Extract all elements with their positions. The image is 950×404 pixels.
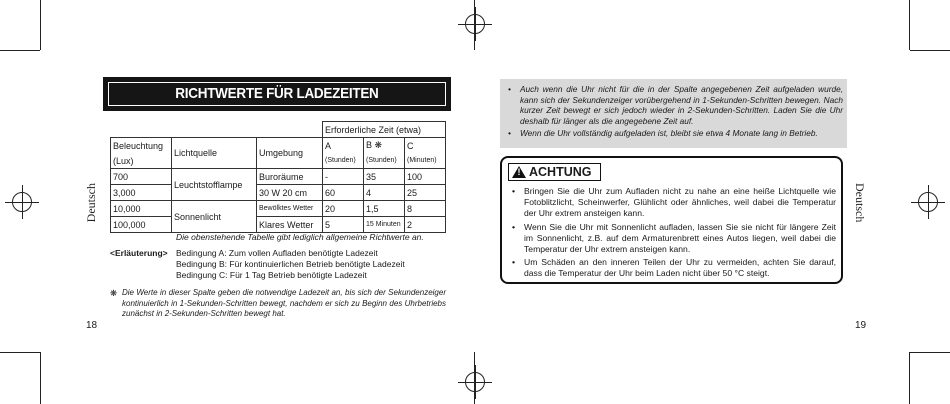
col-a-unit: (Stunden) <box>323 153 364 169</box>
col-brightness: Beleuchtung <box>111 138 172 154</box>
cell-a: 20 <box>323 201 364 217</box>
registration-mark-left <box>12 192 32 212</box>
registration-mark-right <box>918 192 938 212</box>
cell-c: 25 <box>405 185 446 201</box>
table-row <box>111 185 446 201</box>
table-caption: Die obenstehende Tabelle gibt lediglich allgemeine Richtwerte an. <box>176 232 424 242</box>
cell-source: Sonnenlicht <box>172 201 257 233</box>
warning-title <box>508 163 601 181</box>
cell-env: Buroräume <box>257 169 323 185</box>
warning-list <box>506 186 836 280</box>
page-number-right: 19 <box>855 320 867 331</box>
legend-item: Bedingung C: Für 1 Tag Betrieb benötigte Ladezeit <box>176 270 367 280</box>
cell-b: 1,5 <box>364 201 405 217</box>
cell-b: 4 <box>364 185 405 201</box>
cell-b: 15 Minuten <box>364 217 405 233</box>
warning-item: • Wenn Sie die Uhr mit Sonnenlicht aufladen, lassen Sie sie nicht für längere Zeit im Sonnenlicht, z.B. auf dem Armaturenbrett eines Autos liegen, weil dabei die Temperatur der Uhr extrem ansteigen kann. <box>506 222 836 256</box>
col-a: A <box>323 138 364 154</box>
info-bullet: • Auch wenn die Uhr nicht für die in der Spalte angegebenen Zeit aufgeladen wurde, kann sich der Sekundenzeiger vorübergehend in 1-Sekunden-Schritten bewegen. Nach kurzer Zeit bewegt er sich jedoch wieder in 2-Sekunden-Schritten. Laden Sie die Uhr deshalb für länger als die angegebene Zeit auf. <box>502 84 843 126</box>
footnote: Die Werte in dieser Spalte geben die notwendige Ladezeit an, bis sich der Sekundenzeiger kontinuierlich in 1-Sekunden-Schritten bewegt, nachdem er sich zu Beginn des Uhrbetriebs zunächst in 2-Sekunden-Schritten bewegt hat. <box>122 288 446 318</box>
legend-item: Bedingung A: Zum vollen Aufladen benötigte Ladezeit <box>176 248 378 258</box>
page-number-left: 18 <box>86 320 98 331</box>
registration-mark-bottom <box>465 372 485 392</box>
col-c-unit: (Minuten) <box>405 153 446 169</box>
info-bullet: • Wenn die Uhr vollständig aufgeladen ist, bleibt sie etwa 4 Monate lang in Betrieb. <box>502 128 843 139</box>
legend-item: Bedingung B: Für kontinuierlichen Betrieb benötigte Ladezeit <box>176 259 405 269</box>
col-environment: Umgebung <box>257 138 323 169</box>
cell-a: 60 <box>323 185 364 201</box>
cell-c: 2 <box>405 217 446 233</box>
table-row <box>111 217 446 233</box>
col-brightness-unit: (Lux) <box>111 153 172 169</box>
legend-label: <Erläuterung> <box>110 248 168 258</box>
page-title: RICHTWERTE FÜR LADEZEITEN <box>106 80 448 108</box>
info-box <box>500 79 847 148</box>
cell-lux: 3,000 <box>111 185 172 201</box>
cell-source: Leuchtstofflampe <box>172 169 257 201</box>
header-required-time: Erforderliche Zeit (etwa) <box>323 122 446 138</box>
cell-env: 30 W 20 cm <box>257 185 323 201</box>
table-row <box>111 169 446 185</box>
charging-time-table <box>110 121 446 233</box>
cell-c: 100 <box>405 169 446 185</box>
side-label-left: Deutsch <box>84 183 98 223</box>
cell-a: 5 <box>323 217 364 233</box>
col-light-source: Lichtquelle <box>172 138 257 169</box>
cell-a: - <box>323 169 364 185</box>
table-row <box>111 201 446 217</box>
cell-lux: 700 <box>111 169 172 185</box>
registration-mark-top <box>465 14 485 34</box>
col-c: C <box>405 138 446 154</box>
col-b-unit: (Stunden) <box>364 153 405 169</box>
cell-lux: 100,000 <box>111 217 172 233</box>
cell-lux: 10,000 <box>111 201 172 217</box>
cell-b: 35 <box>364 169 405 185</box>
warning-triangle-icon <box>512 166 526 178</box>
warning-item: • Bringen Sie die Uhr zum Aufladen nicht zu nahe an eine heiße Lichtquelle wie Fotoblitzlicht, Scheinwerfer, Glühlicht oder ähnliches, weil dabei die Temperatur der Uhr extrem ansteigen kann. <box>506 186 836 220</box>
cell-env: Bewölktes Wetter <box>257 201 323 217</box>
footnote-mark: ❋ <box>110 288 118 298</box>
warning-title-text: ACHTUNG <box>529 165 592 179</box>
cell-c: 8 <box>405 201 446 217</box>
col-b: B ❋ <box>364 138 405 154</box>
legend <box>176 248 405 281</box>
cell-env: Klares Wetter <box>257 217 323 233</box>
side-label-right: Deutsch <box>853 183 867 223</box>
warning-item: • Um Schäden an den inneren Teilen der Uhr zu vermeiden, achten Sie darauf, dass die Temperatur der Uhr beim Laden nicht über 50 °C steigt. <box>506 257 836 279</box>
